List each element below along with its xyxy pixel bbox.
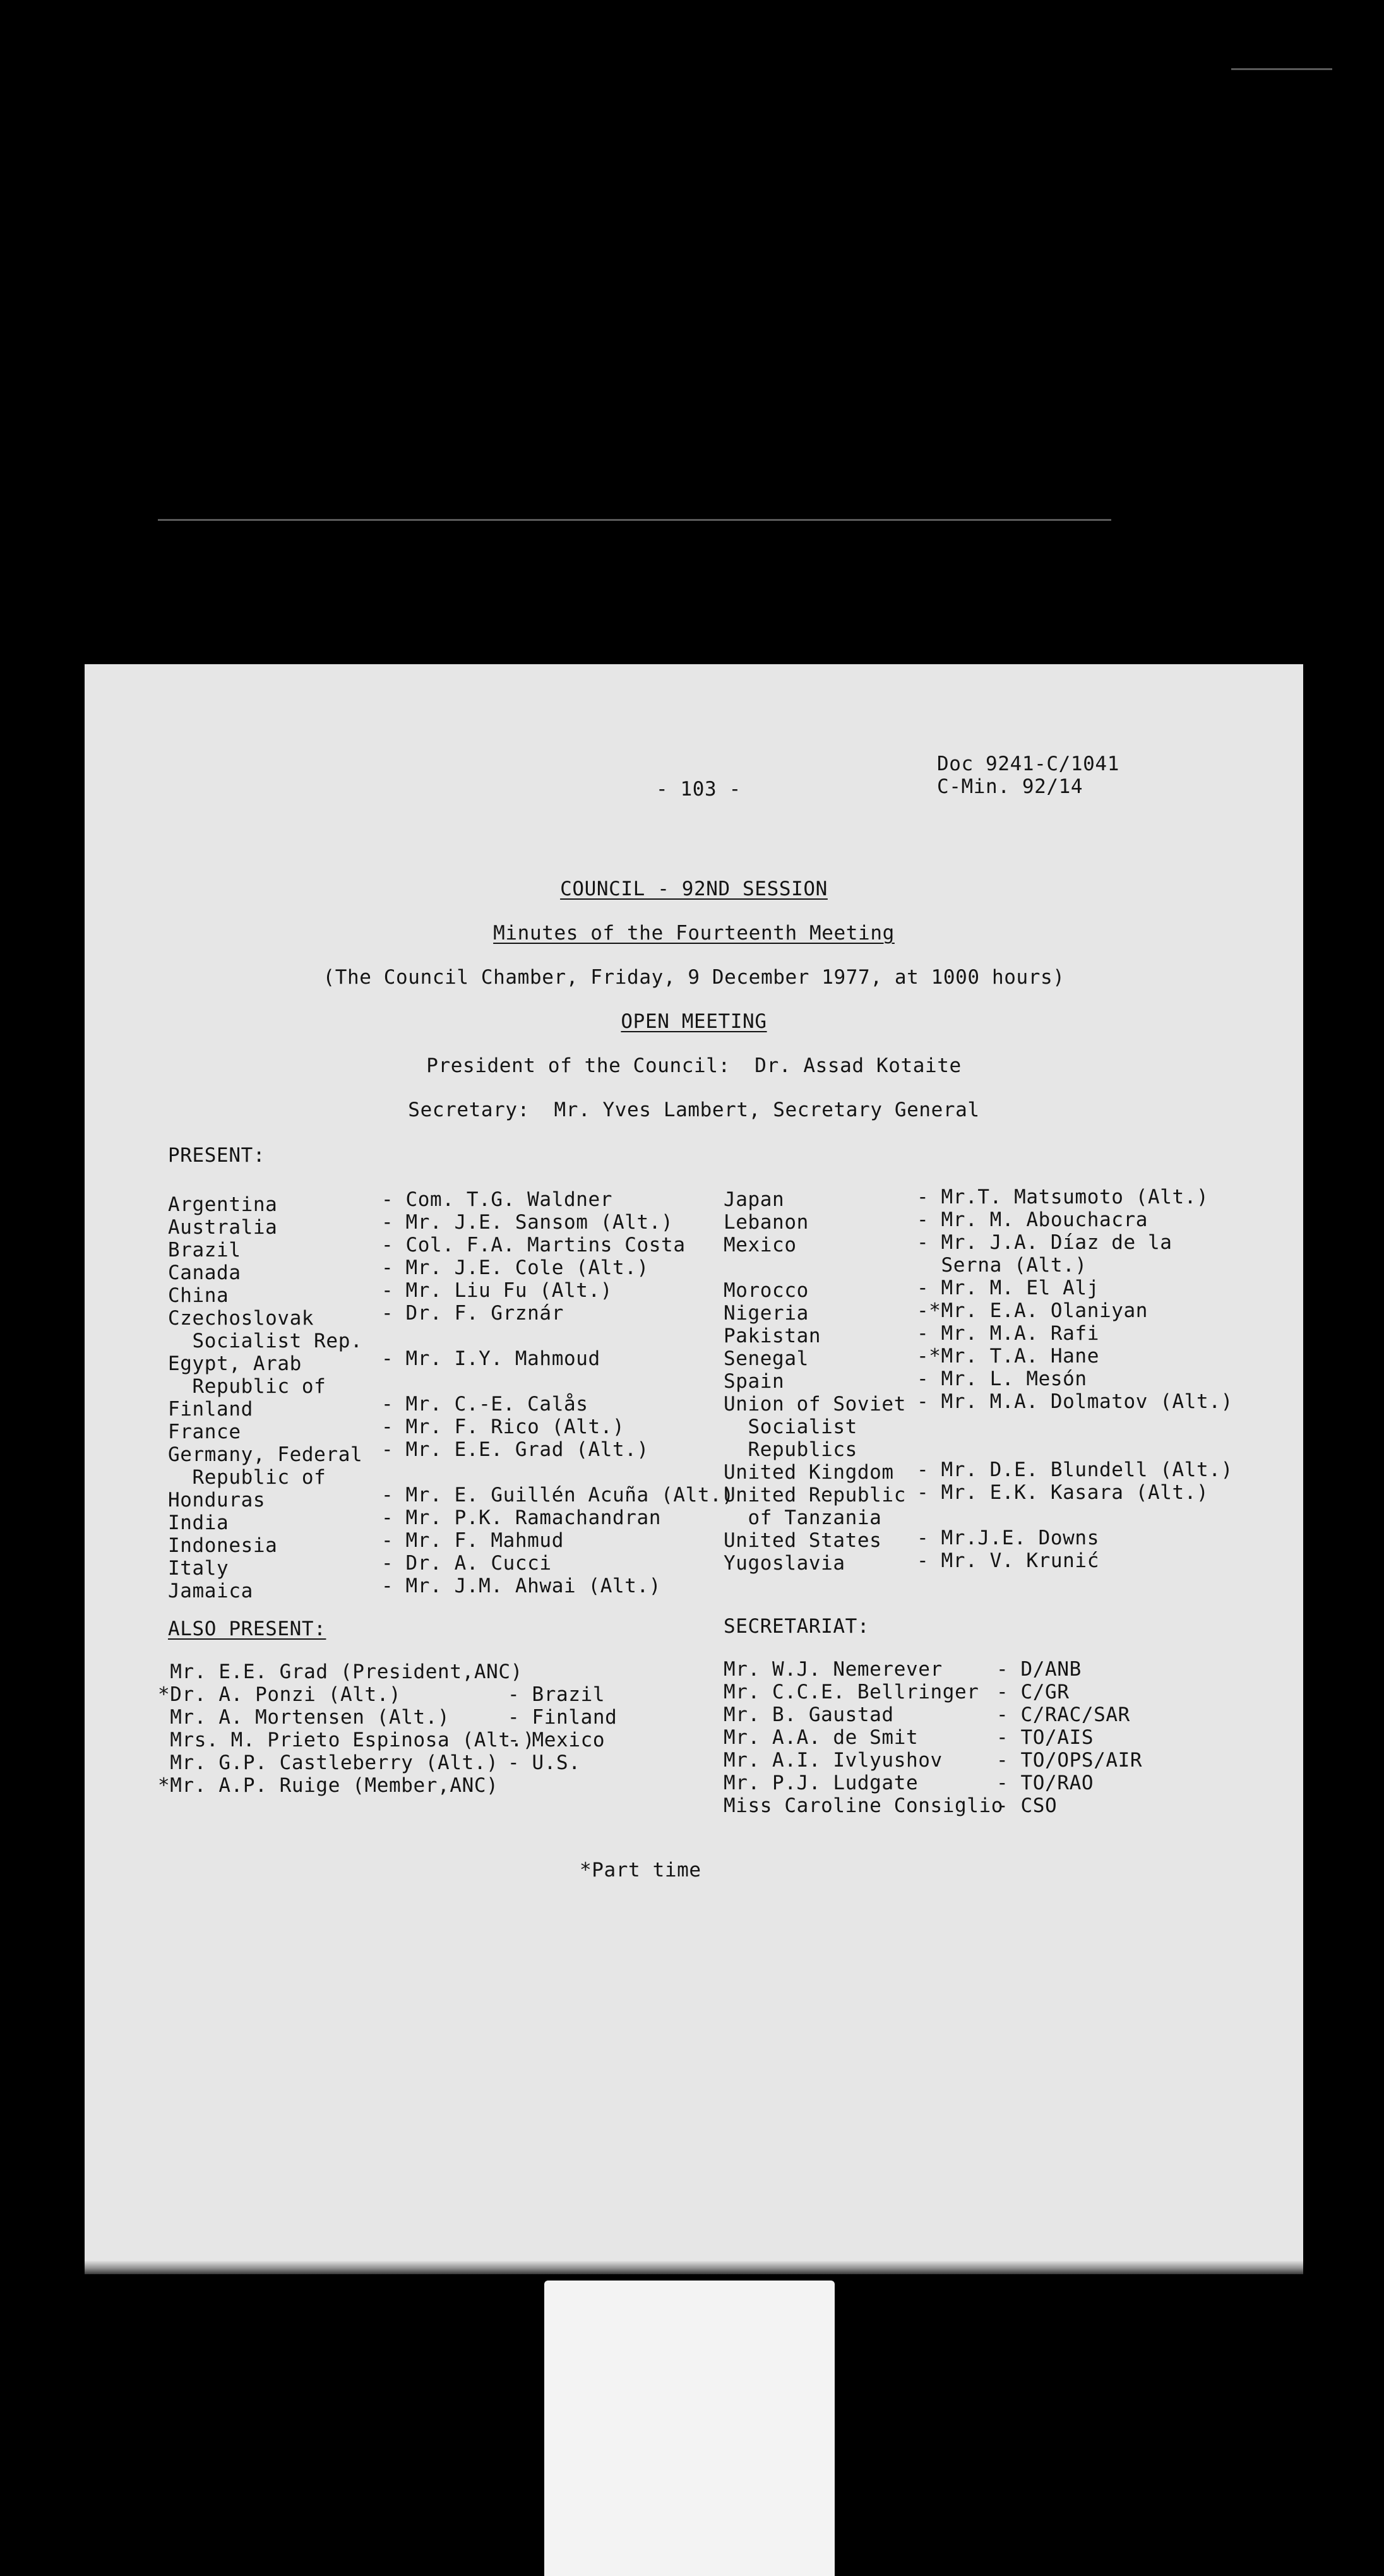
attendee-name: Mr. G.P. Castleberry (Alt.): [158, 1751, 499, 1774]
state-name: Republic of: [168, 1466, 326, 1489]
staff-unit: - C/GR: [996, 1681, 1070, 1703]
representative: - Mr. I.Y. Mahmoud: [381, 1347, 600, 1370]
staff-unit: - D/ANB: [996, 1658, 1082, 1681]
footnote: *Part time: [580, 1859, 701, 1881]
scan-artifact-line: [1231, 68, 1332, 70]
minutes-title: Minutes of the Fourteenth Meeting: [493, 922, 895, 945]
attendee-state: - Mexico: [508, 1729, 606, 1751]
state-name: Germany, Federal: [168, 1443, 363, 1466]
staff-unit: - TO/RAO: [996, 1772, 1094, 1794]
representative: -*Mr. E.A. Olaniyan: [917, 1299, 1148, 1322]
staff-unit: - TO/OPS/AIR: [996, 1749, 1143, 1772]
scan-artifact-line: [158, 519, 1111, 521]
staff-name: Mr. A.A. de Smit: [724, 1726, 919, 1749]
state-name: Republic of: [168, 1375, 326, 1398]
state-name: Argentina: [168, 1193, 278, 1216]
representative: - Dr. F. Grznár: [381, 1302, 564, 1325]
staff-name: Mr. C.C.E. Bellringer: [724, 1681, 979, 1703]
representative: - Mr. C.-E. Calås: [381, 1393, 588, 1416]
state-name: Socialist Rep.: [168, 1330, 363, 1352]
attendee-state: - Finland: [508, 1706, 617, 1729]
state-name: China: [168, 1284, 229, 1307]
staff-name: Mr. A.I. Ivlyushov: [724, 1749, 943, 1772]
attendee-state: - U.S.: [508, 1751, 581, 1774]
state-name: France: [168, 1421, 241, 1443]
staff-unit: - C/RAC/SAR: [996, 1703, 1130, 1726]
representative: - Mr. M. El Alj: [917, 1277, 1099, 1299]
state-name: Indonesia: [168, 1534, 278, 1557]
representative: - Com. T.G. Waldner: [381, 1188, 613, 1211]
state-name: Finland: [168, 1398, 253, 1421]
representative: - Mr. J.E. Cole (Alt.): [381, 1256, 649, 1279]
representative: - Mr. F. Mahmud: [381, 1529, 564, 1552]
session-title: COUNCIL - 92ND SESSION: [560, 878, 828, 900]
paper-card: [544, 2281, 835, 2576]
state-name: Morocco: [724, 1279, 809, 1302]
staff-unit: - CSO: [996, 1794, 1058, 1817]
page-bottom-edge: [85, 2260, 1303, 2274]
staff-name: Mr. B. Gaustad: [724, 1703, 894, 1726]
representative: - Mr. J.A. Díaz de la: [917, 1231, 1172, 1254]
representative: - Mr. E. Guillén Acuña (Alt.): [381, 1484, 734, 1506]
representative: - Col. F.A. Martins Costa: [381, 1234, 686, 1256]
state-name: Egypt, Arab: [168, 1352, 302, 1375]
state-name: Union of Soviet: [724, 1393, 906, 1416]
state-name: Italy: [168, 1557, 229, 1580]
attendee-name: *Mr. A.P. Ruige (Member,ANC): [158, 1774, 499, 1797]
staff-name: Mr. W.J. Nemerever: [724, 1658, 943, 1681]
representative: - Mr. D.E. Blundell (Alt.): [917, 1458, 1233, 1481]
staff-name: Mr. P.J. Ludgate: [724, 1772, 919, 1794]
state-name: India: [168, 1512, 229, 1534]
representative: - Mr. Liu Fu (Alt.): [381, 1279, 613, 1302]
representative: -*Mr. T.A. Hane: [917, 1345, 1099, 1368]
attendee-name: Mrs. M. Prieto Espinosa (Alt.): [158, 1729, 535, 1751]
state-name: Socialist: [724, 1416, 857, 1438]
representative: - Mr. F. Rico (Alt.): [381, 1416, 625, 1438]
president-line: President of the Council: Dr. Assad Kotaite: [426, 1054, 962, 1077]
representative: - Mr. E.E. Grad (Alt.): [381, 1438, 649, 1461]
state-name: Yugoslavia: [724, 1552, 845, 1575]
state-name: Republics: [724, 1438, 857, 1461]
state-name: United Kingdom: [724, 1461, 894, 1484]
representative: - Mr. J.E. Sansom (Alt.): [381, 1211, 674, 1234]
document-page: [85, 664, 1303, 2274]
representative: - Mr. L. Mesón: [917, 1368, 1087, 1390]
representative: - Mr.J.E. Downs: [917, 1527, 1099, 1549]
also-present-heading: ALSO PRESENT:: [168, 1618, 326, 1640]
state-name: Senegal: [724, 1347, 809, 1370]
state-name: Jamaica: [168, 1580, 253, 1602]
state-name: Japan: [724, 1188, 785, 1211]
representative: - Mr. M.A. Dolmatov (Alt.): [917, 1390, 1233, 1413]
staff-unit: - TO/AIS: [996, 1726, 1094, 1749]
meeting-type: OPEN MEETING: [621, 1010, 767, 1033]
state-name: Canada: [168, 1261, 241, 1284]
attendee-name: Mr. E.E. Grad (President,ANC): [158, 1661, 523, 1683]
state-name: United States: [724, 1529, 882, 1552]
state-name: Spain: [724, 1370, 785, 1393]
state-name: Nigeria: [724, 1302, 809, 1325]
representative: - Mr. V. Krunić: [917, 1549, 1099, 1572]
state-name: of Tanzania: [724, 1506, 882, 1529]
attendee-state: - Brazil: [508, 1683, 606, 1706]
minutes-reference: C-Min. 92/14: [937, 775, 1083, 798]
present-heading: PRESENT:: [168, 1144, 266, 1167]
state-name: Pakistan: [724, 1325, 821, 1347]
venue-line: (The Council Chamber, Friday, 9 December 1977, at 1000 hours): [323, 966, 1065, 989]
secretary-line: Secretary: Mr. Yves Lambert, Secretary General: [408, 1099, 980, 1121]
state-name: Mexico: [724, 1234, 797, 1256]
page-number: - 103 -: [656, 778, 741, 801]
representative: - Dr. A. Cucci: [381, 1552, 552, 1575]
representative: - Mr. P.K. Ramachandran: [381, 1506, 662, 1529]
attendee-name: *Dr. A. Ponzi (Alt.): [158, 1683, 402, 1706]
state-name: Honduras: [168, 1489, 266, 1512]
state-name: Lebanon: [724, 1211, 809, 1234]
state-name: Brazil: [168, 1239, 241, 1261]
representative: - Mr. M.A. Rafi: [917, 1322, 1099, 1345]
representative: - Mr. E.K. Kasara (Alt.): [917, 1481, 1209, 1504]
doc-reference: Doc 9241-C/1041: [937, 753, 1119, 775]
state-name: Australia: [168, 1216, 278, 1239]
representative: - Mr. M. Abouchacra: [917, 1208, 1148, 1231]
state-name: Czechoslovak: [168, 1307, 314, 1330]
representative: Serna (Alt.): [917, 1254, 1087, 1277]
secretariat-heading: SECRETARIAT:: [724, 1615, 870, 1638]
staff-name: Miss Caroline Consiglio: [724, 1794, 1004, 1817]
representative: - Mr. J.M. Ahwai (Alt.): [381, 1575, 662, 1597]
representative: - Mr.T. Matsumoto (Alt.): [917, 1186, 1209, 1208]
attendee-name: Mr. A. Mortensen (Alt.): [158, 1706, 450, 1729]
state-name: United Republic: [724, 1484, 906, 1506]
